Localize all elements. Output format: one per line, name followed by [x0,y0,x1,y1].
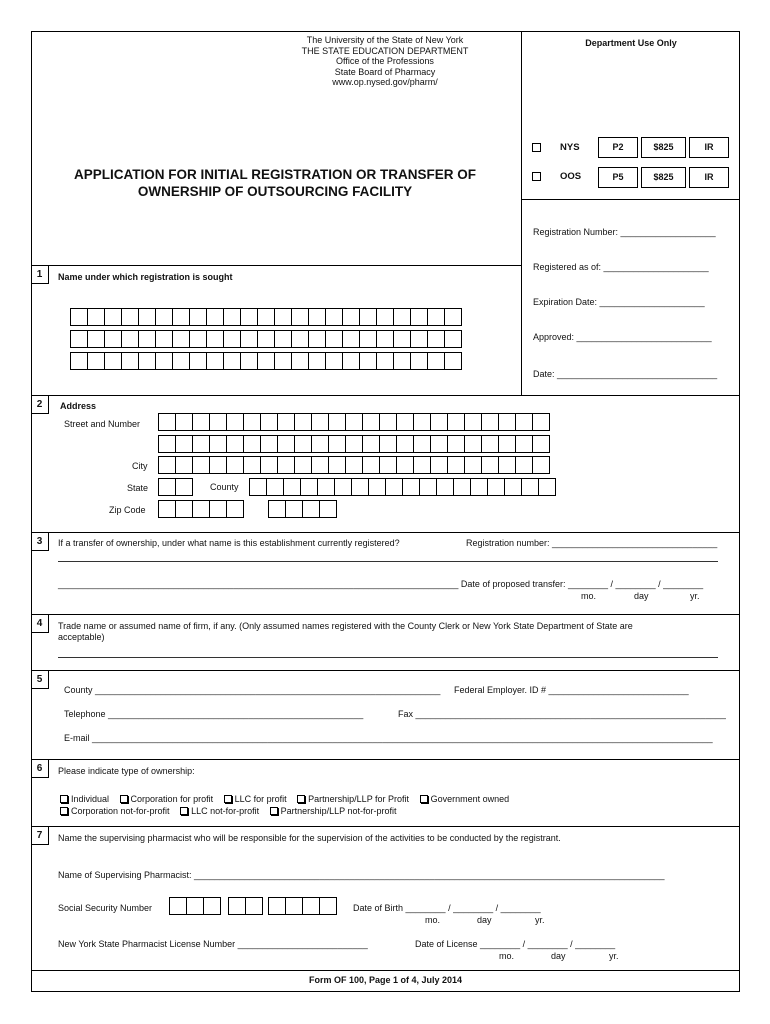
char-box[interactable] [87,308,105,326]
char-box[interactable] [158,456,176,474]
char-box[interactable] [538,478,556,496]
char-box[interactable] [368,478,386,496]
char-box[interactable] [226,456,244,474]
char-box[interactable] [158,500,176,518]
footer-divider [31,970,740,971]
char-box[interactable] [498,435,516,453]
char-box[interactable] [243,435,261,453]
char-box[interactable] [444,330,462,348]
option-label: Corporation not-for-profit [71,806,170,816]
char-box[interactable] [345,435,363,453]
dept-use-title: Department Use Only [585,38,677,48]
char-box[interactable] [376,330,394,348]
fee-tag: IR [689,137,729,158]
char-box[interactable] [325,352,343,370]
section-number: 2 [31,396,49,414]
char-box[interactable] [464,413,482,431]
char-box[interactable] [319,897,337,915]
transfer-question: If a transfer of ownership, under what name is this establishment currently registered? [58,538,400,548]
checkbox[interactable] [420,795,428,803]
char-box[interactable] [240,308,258,326]
expiration-date-field[interactable]: Expiration Date: _____________________ [533,297,705,307]
registered-as-of-field[interactable]: Registered as of: _____________________ [533,262,709,272]
char-box[interactable] [70,352,88,370]
telephone-input[interactable]: Telephone ___________________________________________________ [64,709,364,719]
mo-label: mo. [499,951,515,961]
char-box[interactable] [175,500,193,518]
char-box[interactable] [223,352,241,370]
name-grid-row[interactable] [70,330,462,348]
char-box[interactable] [345,413,363,431]
char-box[interactable] [430,435,448,453]
char-box[interactable] [155,330,173,348]
char-box[interactable] [521,478,539,496]
day-label: day [634,591,649,601]
city-grid[interactable] [158,456,550,474]
nys-label: NYS [560,142,580,153]
registration-number-field[interactable]: Registration Number: ___________________ [533,227,716,237]
char-box[interactable] [515,435,533,453]
section-divider [31,759,740,760]
header-line: State Board of Pharmacy [334,66,436,77]
fee-amount: $825 [641,137,686,158]
fee-tag: IR [689,167,729,188]
title-line: APPLICATION FOR INITIAL REGISTRATION OR TRANSFER OF [74,167,476,182]
char-box[interactable] [453,478,471,496]
ownership-option[interactable] [224,794,287,804]
trade-name-text: Trade name or assumed name of firm, if any. (Only assumed names registered with the County Clerk or New York State Department of State are [58,621,633,631]
ssn-grid-part3[interactable] [268,897,337,915]
char-box[interactable] [427,352,445,370]
char-box[interactable] [351,478,369,496]
char-box[interactable] [169,897,187,915]
ownership-option[interactable] [120,794,214,804]
char-box[interactable] [260,456,278,474]
char-box[interactable] [192,500,210,518]
char-box[interactable] [206,330,224,348]
char-box[interactable] [189,352,207,370]
char-box[interactable] [206,352,224,370]
char-box[interactable] [277,435,295,453]
pharmacist-name-input[interactable]: Name of Supervising Pharmacist: ______________________________________________________________________________________________ [58,870,665,880]
trade-name-text: acceptable) [58,632,105,642]
dept-divider [521,31,522,395]
char-box[interactable] [226,435,244,453]
char-box[interactable] [410,352,428,370]
section-divider [31,670,740,671]
checkbox[interactable] [270,807,278,815]
char-box[interactable] [283,478,301,496]
char-box[interactable] [300,478,318,496]
char-box[interactable] [487,478,505,496]
day-label: day [551,951,566,961]
char-box[interactable] [87,352,105,370]
fein-input[interactable]: Federal Employer. ID # ____________________________ [454,685,689,695]
checkbox[interactable] [224,795,232,803]
section-divider [31,395,740,396]
char-box[interactable] [209,500,227,518]
header-line: THE STATE EDUCATION DEPARTMENT [301,45,469,56]
char-box[interactable] [430,413,448,431]
char-box[interactable] [342,308,360,326]
day-label: day [477,915,492,925]
char-box[interactable] [325,330,343,348]
char-box[interactable] [342,352,360,370]
char-box[interactable] [277,413,295,431]
char-box[interactable] [410,308,428,326]
agency-header [250,35,520,88]
char-box[interactable] [379,456,397,474]
option-label: Partnership/LLP for Profit [308,794,410,804]
char-box[interactable] [291,330,309,348]
section-divider [31,532,740,533]
section-divider [31,826,740,827]
section-number: 5 [31,671,49,689]
char-box[interactable] [410,330,428,348]
char-box[interactable] [317,478,335,496]
blank-line[interactable] [58,561,718,562]
zip-ext-grid[interactable] [268,500,337,518]
fee-code: P2 [598,137,638,158]
char-box[interactable] [268,897,286,915]
char-box[interactable] [427,330,445,348]
char-box[interactable] [464,456,482,474]
char-box[interactable] [379,413,397,431]
char-box[interactable] [158,413,176,431]
char-box[interactable] [158,435,176,453]
license-date-input[interactable]: Date of License ________ / ________ / ________ [415,939,616,949]
yr-label: yr. [690,591,700,601]
option-label: Corporation for profit [130,794,214,804]
char-box[interactable] [311,435,329,453]
char-box[interactable] [396,435,414,453]
mo-label: mo. [425,915,441,925]
char-box[interactable] [291,352,309,370]
char-box[interactable] [192,456,210,474]
email-input[interactable]: E-mail ____________________________________________________________________________________________________________________________ [64,733,713,743]
char-box[interactable] [172,352,190,370]
char-box[interactable] [396,456,414,474]
char-box[interactable] [294,456,312,474]
char-box[interactable] [175,456,193,474]
char-box[interactable] [104,330,122,348]
ownership-option[interactable] [297,794,409,804]
char-box[interactable] [515,413,533,431]
ownership-option[interactable] [60,794,109,804]
form-title [40,166,510,200]
city-label: City [132,461,148,471]
char-box[interactable] [138,352,156,370]
date-field[interactable]: Date: ________________________________ [533,369,718,379]
char-box[interactable] [532,413,550,431]
state-label: State [127,483,149,493]
state-grid[interactable] [158,478,193,496]
char-box[interactable] [393,330,411,348]
dept-divider [521,199,740,200]
char-box[interactable] [532,456,550,474]
char-box[interactable] [334,478,352,496]
county-input[interactable]: County _____________________________________________________________________ [64,685,441,695]
section-number: 7 [31,827,49,845]
char-box[interactable] [345,456,363,474]
ownership-option[interactable] [270,806,397,816]
char-box[interactable] [260,435,278,453]
char-box[interactable] [447,435,465,453]
char-box[interactable] [532,435,550,453]
section-label: Address [60,401,97,411]
char-box[interactable] [413,413,431,431]
char-box[interactable] [257,308,275,326]
char-box[interactable] [447,456,465,474]
char-box[interactable] [257,352,275,370]
name-grid-row[interactable] [70,308,462,326]
approved-field[interactable]: Approved: ___________________________ [533,332,712,342]
char-box[interactable] [447,413,465,431]
char-box[interactable] [209,435,227,453]
county-label: County [210,482,239,492]
mo-label: mo. [581,591,597,601]
header-line: The University of the State of New York [306,35,464,45]
char-box[interactable] [481,456,499,474]
char-box[interactable] [328,456,346,474]
option-label: Individual [71,794,110,804]
ownership-options-row [60,806,405,816]
registration-number-input[interactable]: Registration number: _________________________________ [466,538,718,548]
char-box[interactable] [413,456,431,474]
char-box[interactable] [470,478,488,496]
char-box[interactable] [209,413,227,431]
char-box[interactable] [203,897,221,915]
char-box[interactable] [498,413,516,431]
char-box[interactable] [189,330,207,348]
char-box[interactable] [172,330,190,348]
char-box[interactable] [277,456,295,474]
char-box[interactable] [376,308,394,326]
char-box[interactable] [223,330,241,348]
license-number-input[interactable]: New York State Pharmacist License Number __________________________ [58,939,368,949]
char-box[interactable] [155,352,173,370]
form-footer: Form OF 100, Page 1 of 4, July 2014 [308,975,463,985]
char-box[interactable] [192,413,210,431]
char-box[interactable] [393,352,411,370]
checkbox[interactable] [120,795,128,803]
oos-label: OOS [560,171,582,182]
char-box[interactable] [308,330,326,348]
char-box[interactable] [325,308,343,326]
char-box[interactable] [228,897,246,915]
char-box[interactable] [240,330,258,348]
ownership-label: Please indicate type of ownership: [58,766,195,776]
ownership-options-row [60,794,517,804]
char-box[interactable] [328,413,346,431]
char-box[interactable] [464,435,482,453]
yr-label: yr. [535,915,545,925]
char-box[interactable] [359,352,377,370]
section-number: 4 [31,615,49,633]
section-number: 6 [31,760,49,778]
char-box[interactable] [430,456,448,474]
char-box[interactable] [515,456,533,474]
char-box[interactable] [121,308,139,326]
char-box[interactable] [311,456,329,474]
char-box[interactable] [189,308,207,326]
char-box[interactable] [285,500,303,518]
header-line: www.op.nysed.gov/pharm/ [332,77,438,87]
option-label: Government owned [430,794,510,804]
county-grid[interactable] [249,478,556,496]
char-box[interactable] [308,352,326,370]
char-box[interactable] [436,478,454,496]
char-box[interactable] [362,456,380,474]
char-box[interactable] [427,308,445,326]
street-label: Street and Number [64,419,141,429]
char-box[interactable] [206,308,224,326]
ssn-grid-part2[interactable] [228,897,263,915]
char-box[interactable] [291,308,309,326]
char-box[interactable] [342,330,360,348]
nys-checkbox[interactable] [532,143,541,152]
char-box[interactable] [402,478,420,496]
char-box[interactable] [209,456,227,474]
char-box[interactable] [376,352,394,370]
fee-code: P5 [598,167,638,188]
street-grid-row[interactable] [158,413,550,431]
char-box[interactable] [319,500,337,518]
ssn-label: Social Security Number [58,903,153,913]
char-box[interactable] [362,413,380,431]
char-box[interactable] [186,897,204,915]
transfer-date-line[interactable]: ________________________________________________________________________________ Date of proposed transfer: ________ / ________ / ________ [58,579,704,589]
char-box[interactable] [175,435,193,453]
char-box[interactable] [285,897,303,915]
section-label: Name under which registration is sought [58,272,233,282]
checkbox[interactable] [180,807,188,815]
char-box[interactable] [158,478,176,496]
char-box[interactable] [413,435,431,453]
ownership-option[interactable] [180,806,259,816]
char-box[interactable] [260,413,278,431]
trade-name-input[interactable] [58,657,718,658]
char-box[interactable] [444,308,462,326]
checkbox[interactable] [297,795,305,803]
char-box[interactable] [274,308,292,326]
char-box[interactable] [311,413,329,431]
section-number: 3 [31,533,49,551]
ownership-option[interactable] [60,806,170,816]
char-box[interactable] [444,352,462,370]
option-label: Partnership/LLP not-for-profit [280,806,397,816]
char-box[interactable] [226,500,244,518]
char-box[interactable] [121,352,139,370]
char-box[interactable] [138,330,156,348]
ownership-option[interactable] [420,794,510,804]
char-box[interactable] [121,330,139,348]
char-box[interactable] [504,478,522,496]
char-box[interactable] [87,330,105,348]
char-box[interactable] [294,413,312,431]
zip-grid[interactable] [158,500,244,518]
section-divider [31,265,521,266]
char-box[interactable] [175,478,193,496]
char-box[interactable] [362,435,380,453]
char-box[interactable] [104,352,122,370]
char-box[interactable] [274,330,292,348]
title-line: OWNERSHIP OF OUTSOURCING FACILITY [137,184,413,199]
char-box[interactable] [172,308,190,326]
char-box[interactable] [393,308,411,326]
name-grid-row[interactable] [70,352,462,370]
char-box[interactable] [192,435,210,453]
fax-input[interactable]: Fax ______________________________________________________________ [398,709,726,719]
ssn-grid-part1[interactable] [169,897,221,915]
dob-input[interactable]: Date of Birth ________ / ________ / ________ [353,903,541,913]
checkbox[interactable] [60,807,68,815]
header-line: Office of the Professions [336,56,434,66]
char-box[interactable] [294,435,312,453]
char-box[interactable] [245,897,263,915]
char-box[interactable] [249,478,267,496]
char-box[interactable] [302,897,320,915]
zip-label: Zip Code [109,505,146,515]
checkbox[interactable] [60,795,68,803]
char-box[interactable] [481,435,499,453]
char-box[interactable] [385,478,403,496]
option-label: LLC for profit [234,794,287,804]
section-number: 1 [31,266,49,284]
char-box[interactable] [257,330,275,348]
char-box[interactable] [498,456,516,474]
char-box[interactable] [155,308,173,326]
yr-label: yr. [609,951,619,961]
street-grid-row[interactable] [158,435,550,453]
char-box[interactable] [274,352,292,370]
char-box[interactable] [240,352,258,370]
section-divider [31,614,740,615]
char-box[interactable] [226,413,244,431]
char-box[interactable] [266,478,284,496]
fee-amount: $825 [641,167,686,188]
char-box[interactable] [379,435,397,453]
char-box[interactable] [104,308,122,326]
char-box[interactable] [419,478,437,496]
char-box[interactable] [223,308,241,326]
char-box[interactable] [396,413,414,431]
char-box[interactable] [359,308,377,326]
char-box[interactable] [302,500,320,518]
char-box[interactable] [243,456,261,474]
char-box[interactable] [70,308,88,326]
oos-checkbox[interactable] [532,172,541,181]
char-box[interactable] [308,308,326,326]
char-box[interactable] [70,330,88,348]
pharmacist-instruction: Name the supervising pharmacist who will be responsible for the supervision of the activities to be conducted by the registrant. [58,833,561,843]
char-box[interactable] [481,413,499,431]
option-label: LLC not-for-profit [191,806,260,816]
char-box[interactable] [268,500,286,518]
char-box[interactable] [243,413,261,431]
char-box[interactable] [138,308,156,326]
char-box[interactable] [359,330,377,348]
char-box[interactable] [328,435,346,453]
char-box[interactable] [175,413,193,431]
